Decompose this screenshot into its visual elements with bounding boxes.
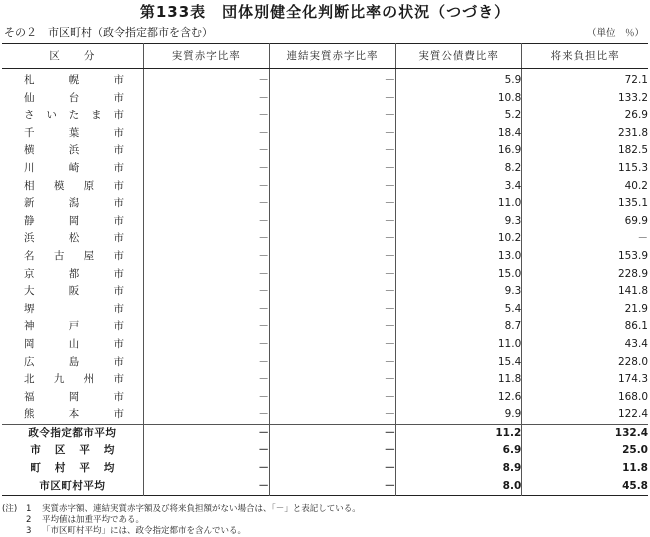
debt-service-ratio-cell: 10.2 <box>396 230 522 248</box>
consolidated-deficit-ratio-cell: － <box>269 354 395 372</box>
real-deficit-ratio-cell: － <box>143 336 269 354</box>
debt-service-ratio-cell: 9.3 <box>396 213 522 231</box>
city-name-cell <box>2 107 143 125</box>
table-row <box>2 160 648 178</box>
debt-service-ratio-cell: 8.7 <box>396 318 522 336</box>
header-consolidated-deficit: 連結実質赤字比率 <box>269 44 395 69</box>
city-name: 川崎市 <box>24 161 124 174</box>
footnote <box>2 504 361 515</box>
header-debt-service: 実質公債費比率 <box>396 44 522 69</box>
real-deficit-ratio-cell: － <box>143 90 269 108</box>
consolidated-deficit-ratio-cell: － <box>269 460 395 478</box>
table-row <box>2 107 648 125</box>
real-deficit-ratio-cell: － <box>143 213 269 231</box>
debt-service-ratio-cell: 9.9 <box>396 406 522 424</box>
table-row <box>2 266 648 284</box>
city-name: 北九州市 <box>24 373 124 386</box>
consolidated-deficit-ratio-cell: － <box>269 90 395 108</box>
real-deficit-ratio-cell: － <box>143 478 269 496</box>
debt-service-ratio-cell: 5.9 <box>396 69 522 90</box>
debt-service-ratio-cell: 3.4 <box>396 178 522 196</box>
debt-service-ratio-cell: 15.0 <box>396 266 522 284</box>
city-name: 相模原市 <box>24 179 124 192</box>
city-name-cell <box>2 142 143 160</box>
summary-label-cell <box>2 478 143 496</box>
city-name: 神戸市 <box>24 320 124 333</box>
city-name: 熊本市 <box>24 408 124 421</box>
city-name-cell <box>2 406 143 424</box>
footnote-text: 平均値は加重平均である。 <box>42 515 145 525</box>
debt-service-ratio-cell: 11.0 <box>396 336 522 354</box>
debt-service-ratio-cell: 10.8 <box>396 90 522 108</box>
table-row <box>2 283 648 301</box>
consolidated-deficit-ratio-cell: － <box>269 424 395 442</box>
real-deficit-ratio-cell: － <box>143 195 269 213</box>
debt-service-ratio-cell: 12.6 <box>396 389 522 407</box>
city-name: 札幌市 <box>24 74 124 86</box>
city-name-cell <box>2 336 143 354</box>
debt-service-ratio-cell: 5.4 <box>396 301 522 319</box>
city-name-cell <box>2 371 143 389</box>
city-name-cell <box>2 213 143 231</box>
real-deficit-ratio-cell: － <box>143 354 269 372</box>
table-row <box>2 248 648 266</box>
real-deficit-ratio-cell: － <box>143 424 269 442</box>
debt-service-ratio-cell: 11.8 <box>396 371 522 389</box>
real-deficit-ratio-cell: － <box>143 266 269 284</box>
future-burden-ratio-cell: 69.9 <box>522 213 648 231</box>
city-name-cell <box>2 160 143 178</box>
future-burden-ratio-cell: 40.2 <box>522 178 648 196</box>
debt-service-ratio-cell: 9.3 <box>396 283 522 301</box>
city-name-cell <box>2 389 143 407</box>
table-row <box>2 318 648 336</box>
future-burden-ratio-cell: 133.2 <box>522 90 648 108</box>
real-deficit-ratio-cell: － <box>143 318 269 336</box>
summary-label: 市区平均 <box>30 444 115 457</box>
consolidated-deficit-ratio-cell: － <box>269 318 395 336</box>
footnote-number: 1 <box>26 504 32 514</box>
consolidated-deficit-ratio-cell: － <box>269 125 395 143</box>
summary-label: 市区町村平均 <box>39 479 106 492</box>
debt-service-ratio-cell: 5.2 <box>396 107 522 125</box>
footnote-prefix: (注) <box>2 504 18 514</box>
header-category: 区 分 <box>2 44 143 69</box>
footnote-number: 3 <box>26 526 32 536</box>
summary-label-cell <box>2 460 143 478</box>
city-name-cell <box>2 318 143 336</box>
city-name: 新潟市 <box>24 197 124 210</box>
city-name: 広島市 <box>24 355 124 368</box>
future-burden-ratio-cell: 21.9 <box>522 301 648 319</box>
table-subtitle: その２ 市区町村（政令指定都市を含む） <box>4 26 213 39</box>
debt-service-ratio-cell: 8.0 <box>396 478 522 496</box>
footnote-text: 「市区町村平均」には、政令指定都市を含んでいる。 <box>42 526 247 536</box>
city-name: 京都市 <box>24 267 124 280</box>
city-name-cell <box>2 248 143 266</box>
real-deficit-ratio-cell: － <box>143 125 269 143</box>
future-burden-ratio-cell: 43.4 <box>522 336 648 354</box>
summary-label-cell <box>2 424 143 442</box>
consolidated-deficit-ratio-cell: － <box>269 478 395 496</box>
footnote <box>2 515 361 526</box>
real-deficit-ratio-cell: － <box>143 389 269 407</box>
debt-service-ratio-cell: 16.9 <box>396 142 522 160</box>
consolidated-deficit-ratio-cell: － <box>269 248 395 266</box>
future-burden-ratio-cell: 25.0 <box>522 442 648 460</box>
real-deficit-ratio-cell: － <box>143 142 269 160</box>
future-burden-ratio-cell: 141.8 <box>522 283 648 301</box>
consolidated-deficit-ratio-cell: － <box>269 178 395 196</box>
city-name: 岡山市 <box>24 337 124 350</box>
consolidated-deficit-ratio-cell: － <box>269 195 395 213</box>
summary-label-cell <box>2 442 143 460</box>
table-row <box>2 69 648 90</box>
table-row <box>2 142 648 160</box>
real-deficit-ratio-cell: － <box>143 107 269 125</box>
ratio-table <box>2 43 648 496</box>
city-name-cell <box>2 354 143 372</box>
future-burden-ratio-cell: 132.4 <box>522 424 648 442</box>
consolidated-deficit-ratio-cell: － <box>269 336 395 354</box>
unit-label: （単位 ％） <box>586 28 644 39</box>
consolidated-deficit-ratio-cell: － <box>269 442 395 460</box>
debt-service-ratio-cell: 13.0 <box>396 248 522 266</box>
city-name: 福岡市 <box>24 390 124 403</box>
consolidated-deficit-ratio-cell: － <box>269 160 395 178</box>
real-deficit-ratio-cell: － <box>143 371 269 389</box>
city-name: 横浜市 <box>24 144 124 157</box>
future-burden-ratio-cell: 168.0 <box>522 389 648 407</box>
real-deficit-ratio-cell: － <box>143 406 269 424</box>
footnotes <box>2 504 361 537</box>
real-deficit-ratio-cell: － <box>143 301 269 319</box>
real-deficit-ratio-cell: － <box>143 248 269 266</box>
real-deficit-ratio-cell: － <box>143 69 269 90</box>
future-burden-ratio-cell: 135.1 <box>522 195 648 213</box>
future-burden-ratio-cell: 26.9 <box>522 107 648 125</box>
city-name: 名古屋市 <box>24 249 124 262</box>
city-name: 仙台市 <box>24 91 124 104</box>
real-deficit-ratio-cell: － <box>143 460 269 478</box>
table-row <box>2 90 648 108</box>
future-burden-ratio-cell: 86.1 <box>522 318 648 336</box>
footnote <box>2 526 361 537</box>
table-row <box>2 213 648 231</box>
real-deficit-ratio-cell: － <box>143 283 269 301</box>
city-name: 千葉市 <box>24 126 124 139</box>
city-name-cell <box>2 125 143 143</box>
footnote-number: 2 <box>26 515 32 525</box>
future-burden-ratio-cell: 11.8 <box>522 460 648 478</box>
city-name-cell <box>2 195 143 213</box>
future-burden-ratio-cell: 115.3 <box>522 160 648 178</box>
table-row <box>2 371 648 389</box>
consolidated-deficit-ratio-cell: － <box>269 213 395 231</box>
header-row <box>2 44 648 69</box>
header-real-deficit: 実質赤字比率 <box>143 44 269 69</box>
debt-service-ratio-cell: 6.9 <box>396 442 522 460</box>
table-row <box>2 125 648 143</box>
table-row <box>2 389 648 407</box>
consolidated-deficit-ratio-cell: － <box>269 107 395 125</box>
table-row <box>2 230 648 248</box>
debt-service-ratio-cell: 18.4 <box>396 125 522 143</box>
future-burden-ratio-cell: 231.8 <box>522 125 648 143</box>
future-burden-ratio-cell: 228.0 <box>522 354 648 372</box>
future-burden-ratio-cell: 45.8 <box>522 478 648 496</box>
city-name-cell <box>2 301 143 319</box>
consolidated-deficit-ratio-cell: － <box>269 69 395 90</box>
consolidated-deficit-ratio-cell: － <box>269 389 395 407</box>
future-burden-ratio-cell: 153.9 <box>522 248 648 266</box>
summary-label: 町村平均 <box>30 462 115 475</box>
page-title: 第133表 団体別健全化判断比率の状況（つづき） <box>139 3 511 21</box>
table-row <box>2 195 648 213</box>
future-burden-ratio-cell: 228.9 <box>522 266 648 284</box>
summary-row <box>2 442 648 460</box>
debt-service-ratio-cell: 8.9 <box>396 460 522 478</box>
debt-service-ratio-cell: 8.2 <box>396 160 522 178</box>
city-name: 大阪市 <box>24 285 124 298</box>
summary-row <box>2 478 648 496</box>
consolidated-deficit-ratio-cell: － <box>269 266 395 284</box>
table-row <box>2 301 648 319</box>
city-name-cell <box>2 266 143 284</box>
consolidated-deficit-ratio-cell: － <box>269 406 395 424</box>
debt-service-ratio-cell: 11.0 <box>396 195 522 213</box>
table-row <box>2 354 648 372</box>
consolidated-deficit-ratio-cell: － <box>269 230 395 248</box>
future-burden-ratio-cell: － <box>522 230 648 248</box>
consolidated-deficit-ratio-cell: － <box>269 371 395 389</box>
future-burden-ratio-cell: 122.4 <box>522 406 648 424</box>
real-deficit-ratio-cell: － <box>143 160 269 178</box>
city-name-cell <box>2 283 143 301</box>
consolidated-deficit-ratio-cell: － <box>269 301 395 319</box>
city-name: 静岡市 <box>24 214 124 227</box>
city-name: さいたま市 <box>24 109 124 122</box>
summary-label: 政令指定都市平均 <box>28 426 117 439</box>
city-name-cell <box>2 178 143 196</box>
city-name-cell <box>2 90 143 108</box>
table-row <box>2 178 648 196</box>
debt-service-ratio-cell: 11.2 <box>396 424 522 442</box>
real-deficit-ratio-cell: － <box>143 230 269 248</box>
consolidated-deficit-ratio-cell: － <box>269 283 395 301</box>
city-name: 浜松市 <box>24 232 124 245</box>
real-deficit-ratio-cell: － <box>143 442 269 460</box>
table-row <box>2 406 648 424</box>
table-row <box>2 336 648 354</box>
future-burden-ratio-cell: 182.5 <box>522 142 648 160</box>
consolidated-deficit-ratio-cell: － <box>269 142 395 160</box>
header-future-burden: 将来負担比率 <box>522 44 648 69</box>
future-burden-ratio-cell: 174.3 <box>522 371 648 389</box>
footnote-text: 実質赤字額、連結実質赤字額及び将来負担額がない場合は、「－」と表記している。 <box>42 504 361 514</box>
debt-service-ratio-cell: 15.4 <box>396 354 522 372</box>
city-name-cell <box>2 69 143 90</box>
summary-row <box>2 424 648 442</box>
real-deficit-ratio-cell: － <box>143 178 269 196</box>
city-name: 堺市 <box>24 302 124 315</box>
summary-row <box>2 460 648 478</box>
city-name-cell <box>2 230 143 248</box>
future-burden-ratio-cell: 72.1 <box>522 69 648 90</box>
